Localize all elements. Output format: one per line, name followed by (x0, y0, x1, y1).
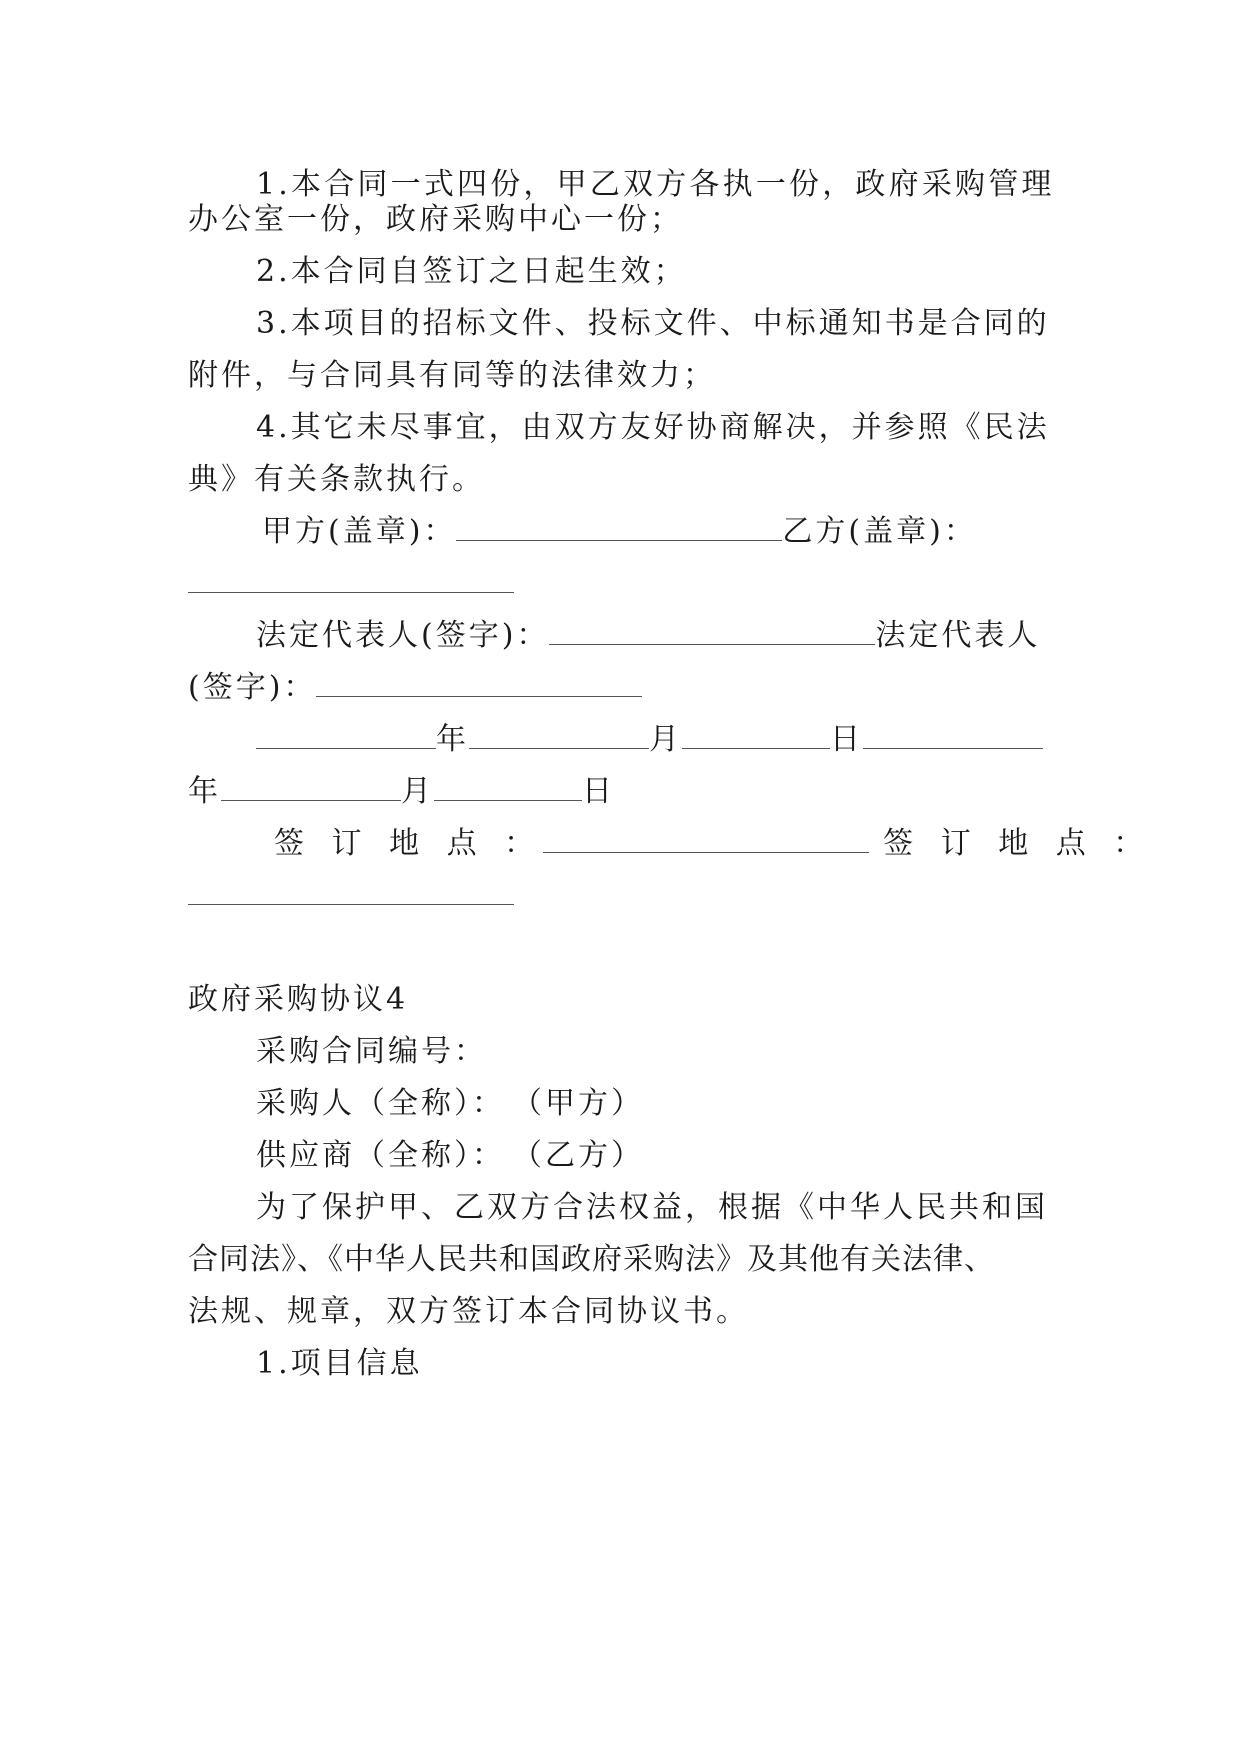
intro-line-2: 合同法》、《中华人民共和国政府采购法》及其他有关法律、 (188, 1242, 995, 1277)
party-a-seal-label: 甲方(盖章)： (262, 514, 457, 549)
rep-b-blank[interactable] (316, 670, 642, 697)
year-b-label: 年 (188, 774, 221, 809)
item-1-heading: 1.项目信息 (256, 1346, 423, 1381)
party-b-seal-blank[interactable] (188, 592, 514, 593)
clause-1-line-1 (256, 165, 1055, 205)
clause-1-text-1: 1.本合同一式四份，甲乙双方各执一份，政府采购管理 (256, 167, 1055, 202)
party-a-seal-blank[interactable] (456, 514, 782, 541)
rep-row-2 (188, 668, 1048, 708)
seal-row (262, 512, 1048, 552)
intro-line-1: 为了保护甲、乙双方合法权益，根据《中华人民共和国 (256, 1190, 1048, 1225)
clause-3-line-2: 附件，与合同具有同等的法律效力； (188, 358, 716, 393)
rep-b-label-2: (签字)： (188, 670, 317, 705)
rep-a-label: 法定代表人(签字)： (256, 618, 550, 653)
party-b-seal-label: 乙方(盖章)： (782, 514, 977, 549)
contract-number-label: 采购合同编号： (256, 1034, 487, 1069)
day-b-label: 日 (582, 774, 615, 809)
date-row-b (188, 772, 1048, 812)
rep-a-blank[interactable] (549, 618, 875, 645)
supplier-row (256, 1136, 1048, 1176)
month-a-blank[interactable] (469, 722, 649, 749)
year-b-blank[interactable] (863, 722, 1043, 749)
date-row-a (256, 720, 1048, 760)
agreement-title: 政府采购协议4 (188, 982, 409, 1017)
clause-4-line-2: 典》有关条款执行。 (188, 462, 485, 497)
rep-b-label-1: 法定代表人 (875, 618, 1041, 653)
place-a-blank[interactable] (543, 826, 869, 853)
day-a-label: 日 (830, 722, 863, 757)
place-b-label: 签 订 地 点 ： (883, 826, 1153, 861)
purchaser-row (256, 1084, 1048, 1124)
clause-4-line-1: 4.其它未尽事宜，由双方友好协商解决，并参照《民法 (256, 410, 1050, 445)
year-a-blank[interactable] (256, 722, 436, 749)
clause-3-line-1: 3.本项目的招标文件、投标文件、中标通知书是合同的 (256, 306, 1050, 341)
intro-line-3: 法规、规章，双方签订本合同协议书。 (188, 1294, 749, 1329)
month-a-label: 月 (649, 722, 682, 757)
month-b-label: 月 (401, 774, 434, 809)
supplier-role: （乙方） (527, 1138, 644, 1173)
day-a-blank[interactable] (682, 722, 830, 749)
place-b-blank[interactable] (188, 904, 514, 905)
supplier-label: 供应商（全称）： (256, 1138, 505, 1173)
clause-1-line-2: 办公室一份，政府采购中心一份； (188, 202, 683, 237)
year-a-label: 年 (436, 722, 469, 757)
rep-row (256, 616, 1048, 656)
purchaser-label: 采购人（全称）： (256, 1086, 505, 1121)
day-b-blank[interactable] (434, 774, 582, 801)
clause-2: 2.本合同自签订之日起生效； (256, 254, 687, 289)
purchaser-role: （甲方） (527, 1086, 644, 1121)
place-row (274, 824, 1153, 864)
place-a-label: 签 订 地 点 ： (274, 826, 544, 861)
month-b-blank[interactable] (221, 774, 401, 801)
